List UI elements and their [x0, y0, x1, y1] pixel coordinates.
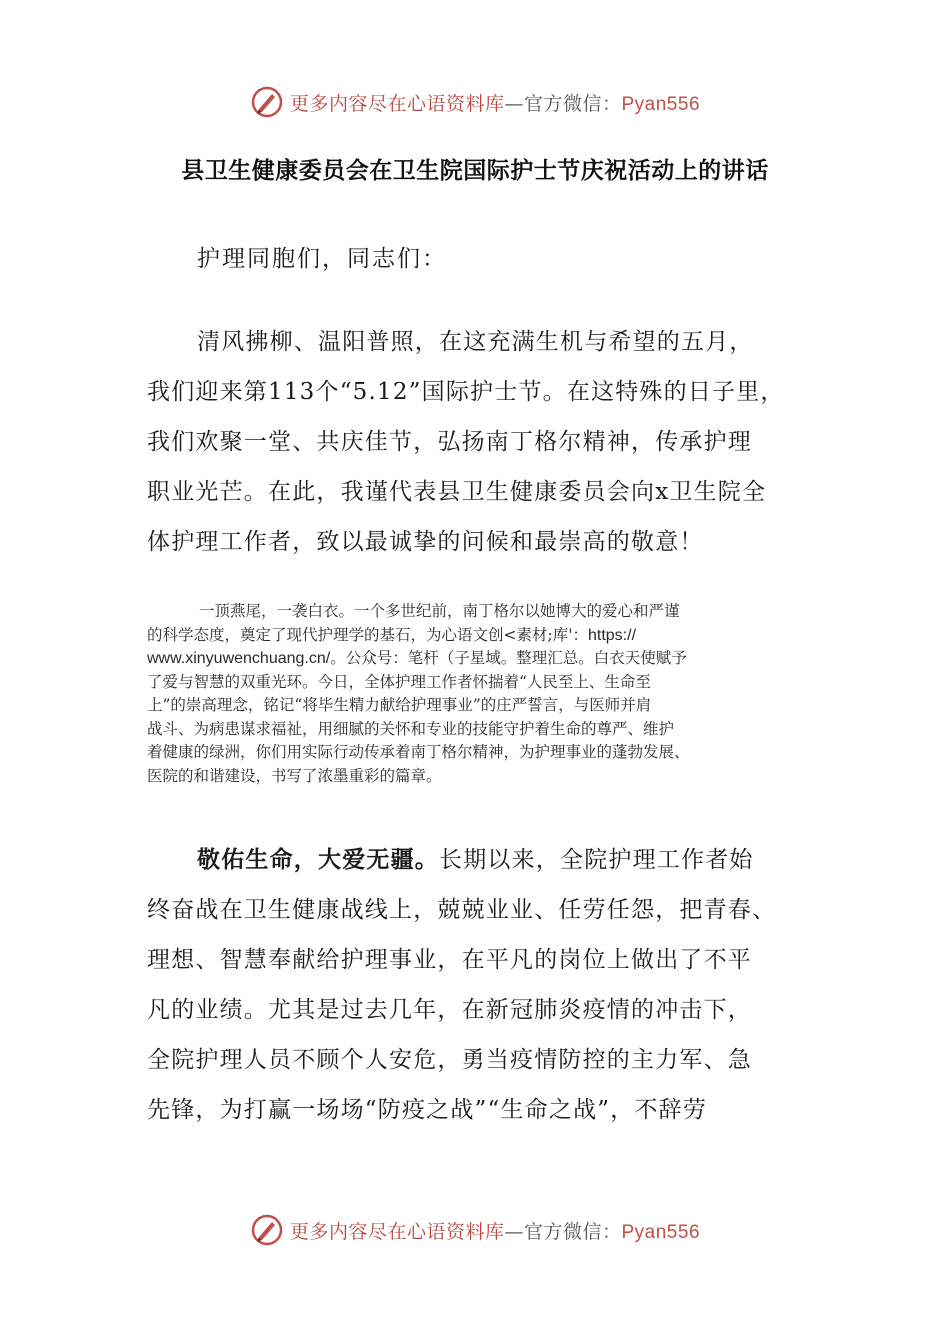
banner-wechat-id: Pyan556: [621, 93, 701, 115]
paragraph-line: 先锋，为打赢一场场“防疫之战”“生命之战”，不辞劳: [147, 1097, 708, 1123]
paragraph-line: 体护理工作者，致以最诚挚的问候和最崇高的敬意！: [147, 529, 704, 555]
banner-separator: —: [504, 92, 524, 115]
greeting: 护理同胞们，同志们：: [197, 246, 447, 272]
banner-text: [290, 89, 700, 116]
header-banner: [0, 82, 950, 122]
banner-official-label: 官方微信：: [523, 92, 622, 115]
banner-text: [290, 1217, 700, 1244]
pen-logo-icon: [250, 85, 284, 119]
paragraph-line: 我们欢聚一堂、共庆佳节，弘扬南丁格尔精神，传承护理: [147, 429, 752, 455]
banner-official-label: 官方微信：: [523, 1220, 622, 1243]
banner-main-text: 更多内容尽在心语资料库: [289, 92, 505, 115]
paragraph-intro: [147, 317, 837, 567]
banner-separator: —: [504, 1220, 524, 1243]
paragraph-line: [147, 647, 827, 671]
paragraph-line: [147, 624, 827, 648]
paragraph-line: 终奋战在卫生健康战线上，兢兢业业、任劳任怨，把青春、: [147, 897, 777, 923]
paragraph-line: 上”的崇高理念，铭记“将毕生精力献给护理事业”的庄严誓言，与医师并肩: [147, 696, 652, 714]
line-text: 长期以来，全院护理工作者始: [439, 847, 754, 873]
paragraph-line: 职业光芒。在此，我谨代表县卫生健康委员会向x卫生院全: [147, 479, 767, 505]
source-link-part: https://: [587, 626, 637, 644]
pen-logo-icon: [250, 1213, 284, 1247]
paragraph-line: 我们迎来第113个“5.12”国际护士节。在这特殊的日子里，: [147, 379, 785, 405]
section-lead: 敬佑生命，大爱无疆。: [197, 847, 439, 873]
paragraph-line: [147, 835, 837, 885]
paragraph-line: 清风拂柳、温阳普照，在这充满生机与希望的五月，: [197, 329, 754, 355]
paragraph-line: 一顶燕尾，一袭白衣。一个多世纪前，南丁格尔以她博大的爱心和严谨: [199, 602, 680, 620]
paragraph-respect-life: [147, 835, 837, 1135]
paragraph-small: [147, 600, 827, 788]
paragraph-line: 医院的和谐建设，书写了浓墨重彩的篇章。: [147, 766, 442, 785]
paragraph-line: 全院护理人员不顾个人安危，勇当疫情防控的主力军、急: [147, 1047, 752, 1073]
line-text: 的科学态度，奠定了现代护理学的基石，为心语文创<素材;库'：: [147, 625, 588, 644]
paragraph-line: 理想、智慧奉献给护理事业，在平凡的岗位上做出了不平: [147, 947, 752, 973]
paragraph-line: 凡的业绩。尤其是过去几年，在新冠肺炎疫情的冲击下，: [147, 997, 752, 1023]
line-text: 。公众号：笔杆（子星域。整理汇总。白衣天使赋予: [330, 649, 687, 667]
paragraph-line: 着健康的绿洲，你们用实际行动传承着南丁格尔精神，为护理事业的蓬勃发展、: [147, 743, 690, 761]
footer-banner: [0, 1210, 950, 1250]
banner-main-text: 更多内容尽在心语资料库: [289, 1220, 505, 1243]
banner-wechat-id: Pyan556: [621, 1221, 701, 1243]
paragraph-line: 战斗、为病患谋求福祉，用细腻的关怀和专业的技能守护着生命的尊严、维护: [147, 719, 675, 738]
paragraph-line: 了爱与智慧的双重光环。今日，全体护理工作者怀揣着“人民至上、生命至: [147, 672, 651, 691]
source-link-part: www.xinyuwenchuang.cn/: [147, 650, 331, 667]
document-title: 县卫生健康委员会在卫生院国际护士节庆祝活动上的讲话: [181, 158, 769, 184]
